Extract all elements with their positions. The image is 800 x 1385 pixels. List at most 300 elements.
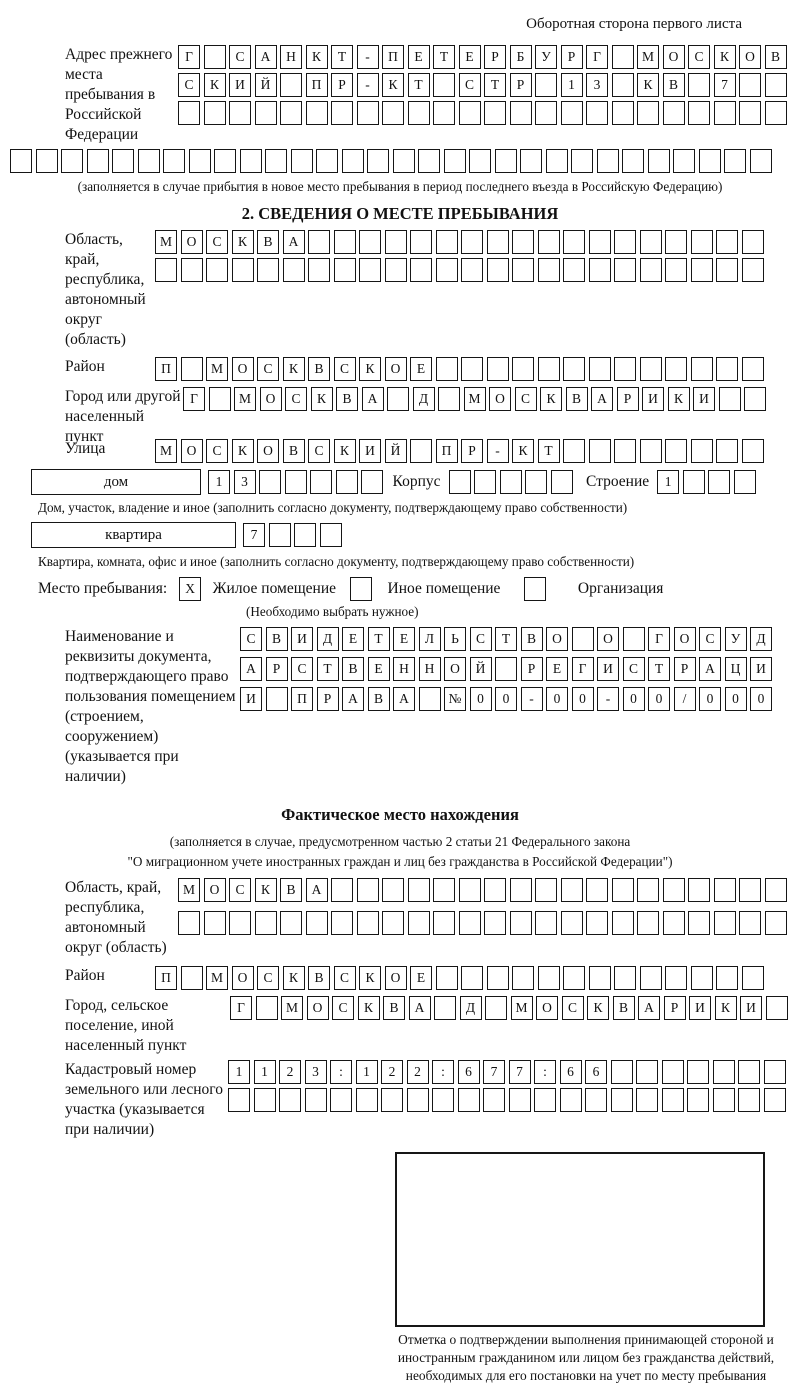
char-cell[interactable] <box>512 966 534 990</box>
char-cell[interactable] <box>691 258 713 282</box>
char-cell[interactable]: С <box>470 627 492 651</box>
char-cell[interactable]: 0 <box>623 687 645 711</box>
char-cell[interactable] <box>637 911 659 935</box>
char-cell[interactable] <box>612 878 634 902</box>
char-cell[interactable] <box>357 911 379 935</box>
char-cell[interactable]: Е <box>410 966 432 990</box>
char-cell[interactable]: В <box>566 387 588 411</box>
char-cell[interactable] <box>495 149 517 173</box>
char-cell[interactable]: № <box>444 687 466 711</box>
char-cell[interactable] <box>334 230 356 254</box>
char-cell[interactable] <box>742 230 764 254</box>
char-cell[interactable] <box>361 470 383 494</box>
char-cell[interactable] <box>209 387 231 411</box>
char-cell[interactable] <box>640 230 662 254</box>
char-cell[interactable]: Л <box>419 627 441 651</box>
char-cell[interactable] <box>612 911 634 935</box>
char-cell[interactable]: О <box>444 657 466 681</box>
char-cell[interactable] <box>538 357 560 381</box>
char-cell[interactable] <box>589 439 611 463</box>
char-cell[interactable] <box>714 878 736 902</box>
char-cell[interactable]: О <box>597 627 619 651</box>
organization-checkbox[interactable] <box>524 577 546 601</box>
char-cell[interactable] <box>112 149 134 173</box>
char-cell[interactable]: Д <box>317 627 339 651</box>
char-cell[interactable] <box>487 966 509 990</box>
char-cell[interactable]: О <box>385 966 407 990</box>
char-cell[interactable] <box>280 73 302 97</box>
char-cell[interactable]: Т <box>484 73 506 97</box>
char-cell[interactable] <box>433 911 455 935</box>
char-cell[interactable]: 0 <box>699 687 721 711</box>
char-cell[interactable]: В <box>613 996 635 1020</box>
char-cell[interactable] <box>738 1060 760 1084</box>
char-cell[interactable]: П <box>436 439 458 463</box>
char-cell[interactable] <box>487 258 509 282</box>
char-cell[interactable] <box>214 149 236 173</box>
char-cell[interactable] <box>206 258 228 282</box>
char-cell[interactable] <box>687 1088 709 1112</box>
char-cell[interactable] <box>484 878 506 902</box>
char-cell[interactable] <box>436 230 458 254</box>
char-cell[interactable] <box>359 230 381 254</box>
char-cell[interactable] <box>563 258 585 282</box>
char-cell[interactable]: О <box>181 439 203 463</box>
char-cell[interactable]: 0 <box>725 687 747 711</box>
char-cell[interactable]: С <box>291 657 313 681</box>
char-cell[interactable] <box>665 258 687 282</box>
char-cell[interactable] <box>484 101 506 125</box>
char-cell[interactable]: А <box>409 996 431 1020</box>
char-cell[interactable] <box>259 470 281 494</box>
char-cell[interactable] <box>433 73 455 97</box>
char-cell[interactable]: / <box>674 687 696 711</box>
char-cell[interactable] <box>520 149 542 173</box>
char-cell[interactable]: С <box>285 387 307 411</box>
char-cell[interactable] <box>469 149 491 173</box>
char-cell[interactable] <box>382 101 404 125</box>
char-cell[interactable] <box>257 258 279 282</box>
char-cell[interactable]: С <box>688 45 710 69</box>
char-cell[interactable] <box>614 230 636 254</box>
char-cell[interactable] <box>510 101 532 125</box>
char-cell[interactable] <box>766 996 788 1020</box>
char-cell[interactable] <box>691 966 713 990</box>
char-cell[interactable] <box>459 878 481 902</box>
char-cell[interactable]: В <box>308 966 330 990</box>
char-cell[interactable] <box>461 357 483 381</box>
char-cell[interactable]: С <box>334 966 356 990</box>
char-cell[interactable] <box>359 258 381 282</box>
char-cell[interactable] <box>204 45 226 69</box>
char-cell[interactable]: В <box>280 878 302 902</box>
char-cell[interactable] <box>612 73 634 97</box>
char-cell[interactable] <box>434 996 456 1020</box>
char-cell[interactable] <box>204 101 226 125</box>
char-cell[interactable]: В <box>308 357 330 381</box>
char-cell[interactable]: 0 <box>750 687 772 711</box>
char-cell[interactable]: Т <box>368 627 390 651</box>
char-cell[interactable] <box>444 149 466 173</box>
char-cell[interactable] <box>385 230 407 254</box>
char-cell[interactable] <box>739 73 761 97</box>
char-cell[interactable] <box>240 149 262 173</box>
char-cell[interactable]: А <box>699 657 721 681</box>
char-cell[interactable] <box>691 439 713 463</box>
char-cell[interactable] <box>648 149 670 173</box>
char-cell[interactable] <box>662 1060 684 1084</box>
char-cell[interactable]: Р <box>331 73 353 97</box>
char-cell[interactable]: М <box>206 966 228 990</box>
char-cell[interactable] <box>336 470 358 494</box>
char-cell[interactable] <box>285 470 307 494</box>
char-cell[interactable]: С <box>240 627 262 651</box>
char-cell[interactable] <box>320 523 342 547</box>
char-cell[interactable] <box>714 101 736 125</box>
char-cell[interactable]: П <box>382 45 404 69</box>
char-cell[interactable] <box>586 101 608 125</box>
char-cell[interactable] <box>181 357 203 381</box>
char-cell[interactable]: 6 <box>585 1060 607 1084</box>
char-cell[interactable] <box>433 101 455 125</box>
char-cell[interactable]: А <box>362 387 384 411</box>
char-cell[interactable]: В <box>342 657 364 681</box>
char-cell[interactable] <box>614 966 636 990</box>
char-cell[interactable]: Р <box>266 657 288 681</box>
char-cell[interactable] <box>563 357 585 381</box>
char-cell[interactable] <box>765 911 787 935</box>
char-cell[interactable] <box>36 149 58 173</box>
char-cell[interactable] <box>724 149 746 173</box>
char-cell[interactable] <box>750 149 772 173</box>
char-cell[interactable] <box>449 470 471 494</box>
char-cell[interactable] <box>461 258 483 282</box>
char-cell[interactable]: Е <box>342 627 364 651</box>
char-cell[interactable]: О <box>663 45 685 69</box>
char-cell[interactable]: Н <box>393 657 415 681</box>
char-cell[interactable] <box>765 73 787 97</box>
char-cell[interactable] <box>407 1088 429 1112</box>
char-cell[interactable] <box>563 966 585 990</box>
char-cell[interactable]: Т <box>538 439 560 463</box>
char-cell[interactable] <box>571 149 593 173</box>
char-cell[interactable]: 1 <box>208 470 230 494</box>
char-cell[interactable]: А <box>638 996 660 1020</box>
char-cell[interactable] <box>408 878 430 902</box>
char-cell[interactable]: К <box>232 439 254 463</box>
char-cell[interactable]: Д <box>460 996 482 1020</box>
char-cell[interactable]: О <box>674 627 696 651</box>
char-cell[interactable] <box>663 878 685 902</box>
char-cell[interactable]: 0 <box>572 687 594 711</box>
char-cell[interactable]: Т <box>408 73 430 97</box>
char-cell[interactable]: - <box>357 45 379 69</box>
char-cell[interactable] <box>673 149 695 173</box>
char-cell[interactable]: А <box>591 387 613 411</box>
char-cell[interactable]: Р <box>664 996 686 1020</box>
char-cell[interactable] <box>387 387 409 411</box>
char-cell[interactable] <box>436 966 458 990</box>
char-cell[interactable]: К <box>334 439 356 463</box>
char-cell[interactable] <box>683 470 705 494</box>
char-cell[interactable] <box>623 627 645 651</box>
char-cell[interactable]: - <box>521 687 543 711</box>
char-cell[interactable] <box>512 258 534 282</box>
char-cell[interactable]: И <box>359 439 381 463</box>
char-cell[interactable]: А <box>240 657 262 681</box>
char-cell[interactable]: М <box>178 878 200 902</box>
char-cell[interactable]: Р <box>561 45 583 69</box>
char-cell[interactable] <box>716 357 738 381</box>
char-cell[interactable]: К <box>587 996 609 1020</box>
char-cell[interactable] <box>408 911 430 935</box>
char-cell[interactable]: Р <box>510 73 532 97</box>
char-cell[interactable] <box>163 149 185 173</box>
char-cell[interactable]: С <box>459 73 481 97</box>
char-cell[interactable] <box>734 470 756 494</box>
char-cell[interactable]: П <box>155 966 177 990</box>
char-cell[interactable]: А <box>283 230 305 254</box>
char-cell[interactable] <box>699 149 721 173</box>
char-cell[interactable]: М <box>155 439 177 463</box>
char-cell[interactable] <box>563 230 585 254</box>
char-cell[interactable] <box>410 258 432 282</box>
char-cell[interactable]: О <box>385 357 407 381</box>
char-cell[interactable]: С <box>334 357 356 381</box>
char-cell[interactable]: - <box>487 439 509 463</box>
char-cell[interactable]: К <box>306 45 328 69</box>
char-cell[interactable] <box>432 1088 454 1112</box>
char-cell[interactable]: У <box>535 45 557 69</box>
char-cell[interactable]: А <box>342 687 364 711</box>
char-cell[interactable] <box>713 1088 735 1112</box>
char-cell[interactable]: С <box>623 657 645 681</box>
char-cell[interactable] <box>640 258 662 282</box>
char-cell[interactable]: И <box>693 387 715 411</box>
char-cell[interactable]: В <box>336 387 358 411</box>
char-cell[interactable] <box>622 149 644 173</box>
char-cell[interactable] <box>512 230 534 254</box>
char-cell[interactable]: К <box>512 439 534 463</box>
char-cell[interactable] <box>485 996 507 1020</box>
char-cell[interactable] <box>765 878 787 902</box>
char-cell[interactable] <box>561 101 583 125</box>
char-cell[interactable] <box>546 149 568 173</box>
char-cell[interactable]: Г <box>586 45 608 69</box>
char-cell[interactable] <box>306 101 328 125</box>
char-cell[interactable] <box>611 1060 633 1084</box>
char-cell[interactable] <box>436 258 458 282</box>
char-cell[interactable]: К <box>283 966 305 990</box>
char-cell[interactable] <box>586 878 608 902</box>
char-cell[interactable] <box>269 523 291 547</box>
char-cell[interactable] <box>357 101 379 125</box>
char-cell[interactable] <box>410 439 432 463</box>
char-cell[interactable]: Т <box>331 45 353 69</box>
char-cell[interactable]: М <box>464 387 486 411</box>
char-cell[interactable]: С <box>562 996 584 1020</box>
char-cell[interactable] <box>716 258 738 282</box>
char-cell[interactable]: Д <box>413 387 435 411</box>
char-cell[interactable]: Е <box>408 45 430 69</box>
char-cell[interactable] <box>589 258 611 282</box>
char-cell[interactable] <box>637 101 659 125</box>
char-cell[interactable] <box>586 911 608 935</box>
char-cell[interactable]: М <box>511 996 533 1020</box>
char-cell[interactable]: В <box>765 45 787 69</box>
char-cell[interactable] <box>178 911 200 935</box>
char-cell[interactable] <box>305 1088 327 1112</box>
char-cell[interactable] <box>665 966 687 990</box>
char-cell[interactable] <box>612 45 634 69</box>
char-cell[interactable] <box>331 878 353 902</box>
char-cell[interactable] <box>614 258 636 282</box>
char-cell[interactable]: К <box>359 357 381 381</box>
char-cell[interactable]: 7 <box>509 1060 531 1084</box>
char-cell[interactable]: О <box>232 966 254 990</box>
char-cell[interactable]: П <box>155 357 177 381</box>
char-cell[interactable] <box>393 149 415 173</box>
char-cell[interactable]: В <box>521 627 543 651</box>
char-cell[interactable]: К <box>714 45 736 69</box>
char-cell[interactable] <box>713 1060 735 1084</box>
char-cell[interactable] <box>640 357 662 381</box>
char-cell[interactable]: 7 <box>714 73 736 97</box>
char-cell[interactable] <box>716 439 738 463</box>
char-cell[interactable]: 0 <box>546 687 568 711</box>
char-cell[interactable]: 2 <box>279 1060 301 1084</box>
char-cell[interactable] <box>551 470 573 494</box>
char-cell[interactable] <box>708 470 730 494</box>
char-cell[interactable]: Т <box>317 657 339 681</box>
char-cell[interactable] <box>560 1088 582 1112</box>
char-cell[interactable]: 2 <box>381 1060 403 1084</box>
char-cell[interactable]: К <box>540 387 562 411</box>
other-premises-checkbox[interactable] <box>350 577 372 601</box>
char-cell[interactable] <box>474 470 496 494</box>
char-cell[interactable]: И <box>240 687 262 711</box>
char-cell[interactable] <box>138 149 160 173</box>
char-cell[interactable] <box>764 1088 786 1112</box>
char-cell[interactable] <box>385 258 407 282</box>
char-cell[interactable]: 1 <box>561 73 583 97</box>
char-cell[interactable] <box>589 357 611 381</box>
char-cell[interactable] <box>585 1088 607 1112</box>
char-cell[interactable]: 6 <box>458 1060 480 1084</box>
char-cell[interactable] <box>279 1088 301 1112</box>
char-cell[interactable] <box>178 101 200 125</box>
char-cell[interactable]: М <box>234 387 256 411</box>
char-cell[interactable]: О <box>546 627 568 651</box>
char-cell[interactable] <box>500 470 522 494</box>
char-cell[interactable]: О <box>181 230 203 254</box>
char-cell[interactable] <box>534 1088 556 1112</box>
char-cell[interactable] <box>572 627 594 651</box>
char-cell[interactable]: И <box>597 657 619 681</box>
char-cell[interactable]: 0 <box>470 687 492 711</box>
char-cell[interactable]: В <box>266 627 288 651</box>
char-cell[interactable]: С <box>229 45 251 69</box>
char-cell[interactable]: Р <box>521 657 543 681</box>
char-cell[interactable] <box>688 911 710 935</box>
char-cell[interactable] <box>266 687 288 711</box>
char-cell[interactable] <box>342 149 364 173</box>
char-cell[interactable] <box>509 1088 531 1112</box>
char-cell[interactable] <box>744 387 766 411</box>
char-cell[interactable] <box>410 230 432 254</box>
char-cell[interactable]: 1 <box>356 1060 378 1084</box>
char-cell[interactable]: О <box>739 45 761 69</box>
char-cell[interactable] <box>663 911 685 935</box>
char-cell[interactable]: : <box>330 1060 352 1084</box>
char-cell[interactable]: П <box>306 73 328 97</box>
char-cell[interactable]: П <box>291 687 313 711</box>
char-cell[interactable] <box>283 258 305 282</box>
char-cell[interactable] <box>640 966 662 990</box>
char-cell[interactable] <box>255 911 277 935</box>
char-cell[interactable] <box>461 966 483 990</box>
char-cell[interactable]: Р <box>484 45 506 69</box>
char-cell[interactable] <box>357 878 379 902</box>
char-cell[interactable]: М <box>637 45 659 69</box>
char-cell[interactable] <box>510 878 532 902</box>
char-cell[interactable] <box>181 966 203 990</box>
char-cell[interactable] <box>742 357 764 381</box>
char-cell[interactable] <box>739 101 761 125</box>
char-cell[interactable] <box>495 657 517 681</box>
char-cell[interactable]: Р <box>461 439 483 463</box>
char-cell[interactable]: К <box>715 996 737 1020</box>
char-cell[interactable] <box>433 878 455 902</box>
char-cell[interactable]: Т <box>648 657 670 681</box>
char-cell[interactable]: И <box>642 387 664 411</box>
char-cell[interactable] <box>87 149 109 173</box>
char-cell[interactable]: 0 <box>495 687 517 711</box>
char-cell[interactable] <box>458 1088 480 1112</box>
char-cell[interactable] <box>714 911 736 935</box>
char-cell[interactable] <box>483 1088 505 1112</box>
char-cell[interactable] <box>614 357 636 381</box>
char-cell[interactable]: О <box>489 387 511 411</box>
char-cell[interactable] <box>331 101 353 125</box>
char-cell[interactable]: Е <box>393 627 415 651</box>
char-cell[interactable] <box>61 149 83 173</box>
char-cell[interactable]: О <box>260 387 282 411</box>
char-cell[interactable]: А <box>255 45 277 69</box>
char-cell[interactable] <box>367 149 389 173</box>
char-cell[interactable] <box>563 439 585 463</box>
char-cell[interactable] <box>716 230 738 254</box>
char-cell[interactable] <box>691 357 713 381</box>
char-cell[interactable]: С <box>308 439 330 463</box>
char-cell[interactable] <box>280 911 302 935</box>
char-cell[interactable]: : <box>432 1060 454 1084</box>
char-cell[interactable] <box>665 439 687 463</box>
char-cell[interactable]: : <box>534 1060 556 1084</box>
char-cell[interactable] <box>691 230 713 254</box>
char-cell[interactable] <box>181 258 203 282</box>
char-cell[interactable] <box>636 1060 658 1084</box>
char-cell[interactable]: Г <box>178 45 200 69</box>
char-cell[interactable] <box>254 1088 276 1112</box>
char-cell[interactable] <box>381 1088 403 1112</box>
char-cell[interactable] <box>611 1088 633 1112</box>
char-cell[interactable] <box>331 911 353 935</box>
char-cell[interactable]: Т <box>433 45 455 69</box>
char-cell[interactable]: К <box>255 878 277 902</box>
char-cell[interactable]: И <box>740 996 762 1020</box>
char-cell[interactable] <box>688 73 710 97</box>
